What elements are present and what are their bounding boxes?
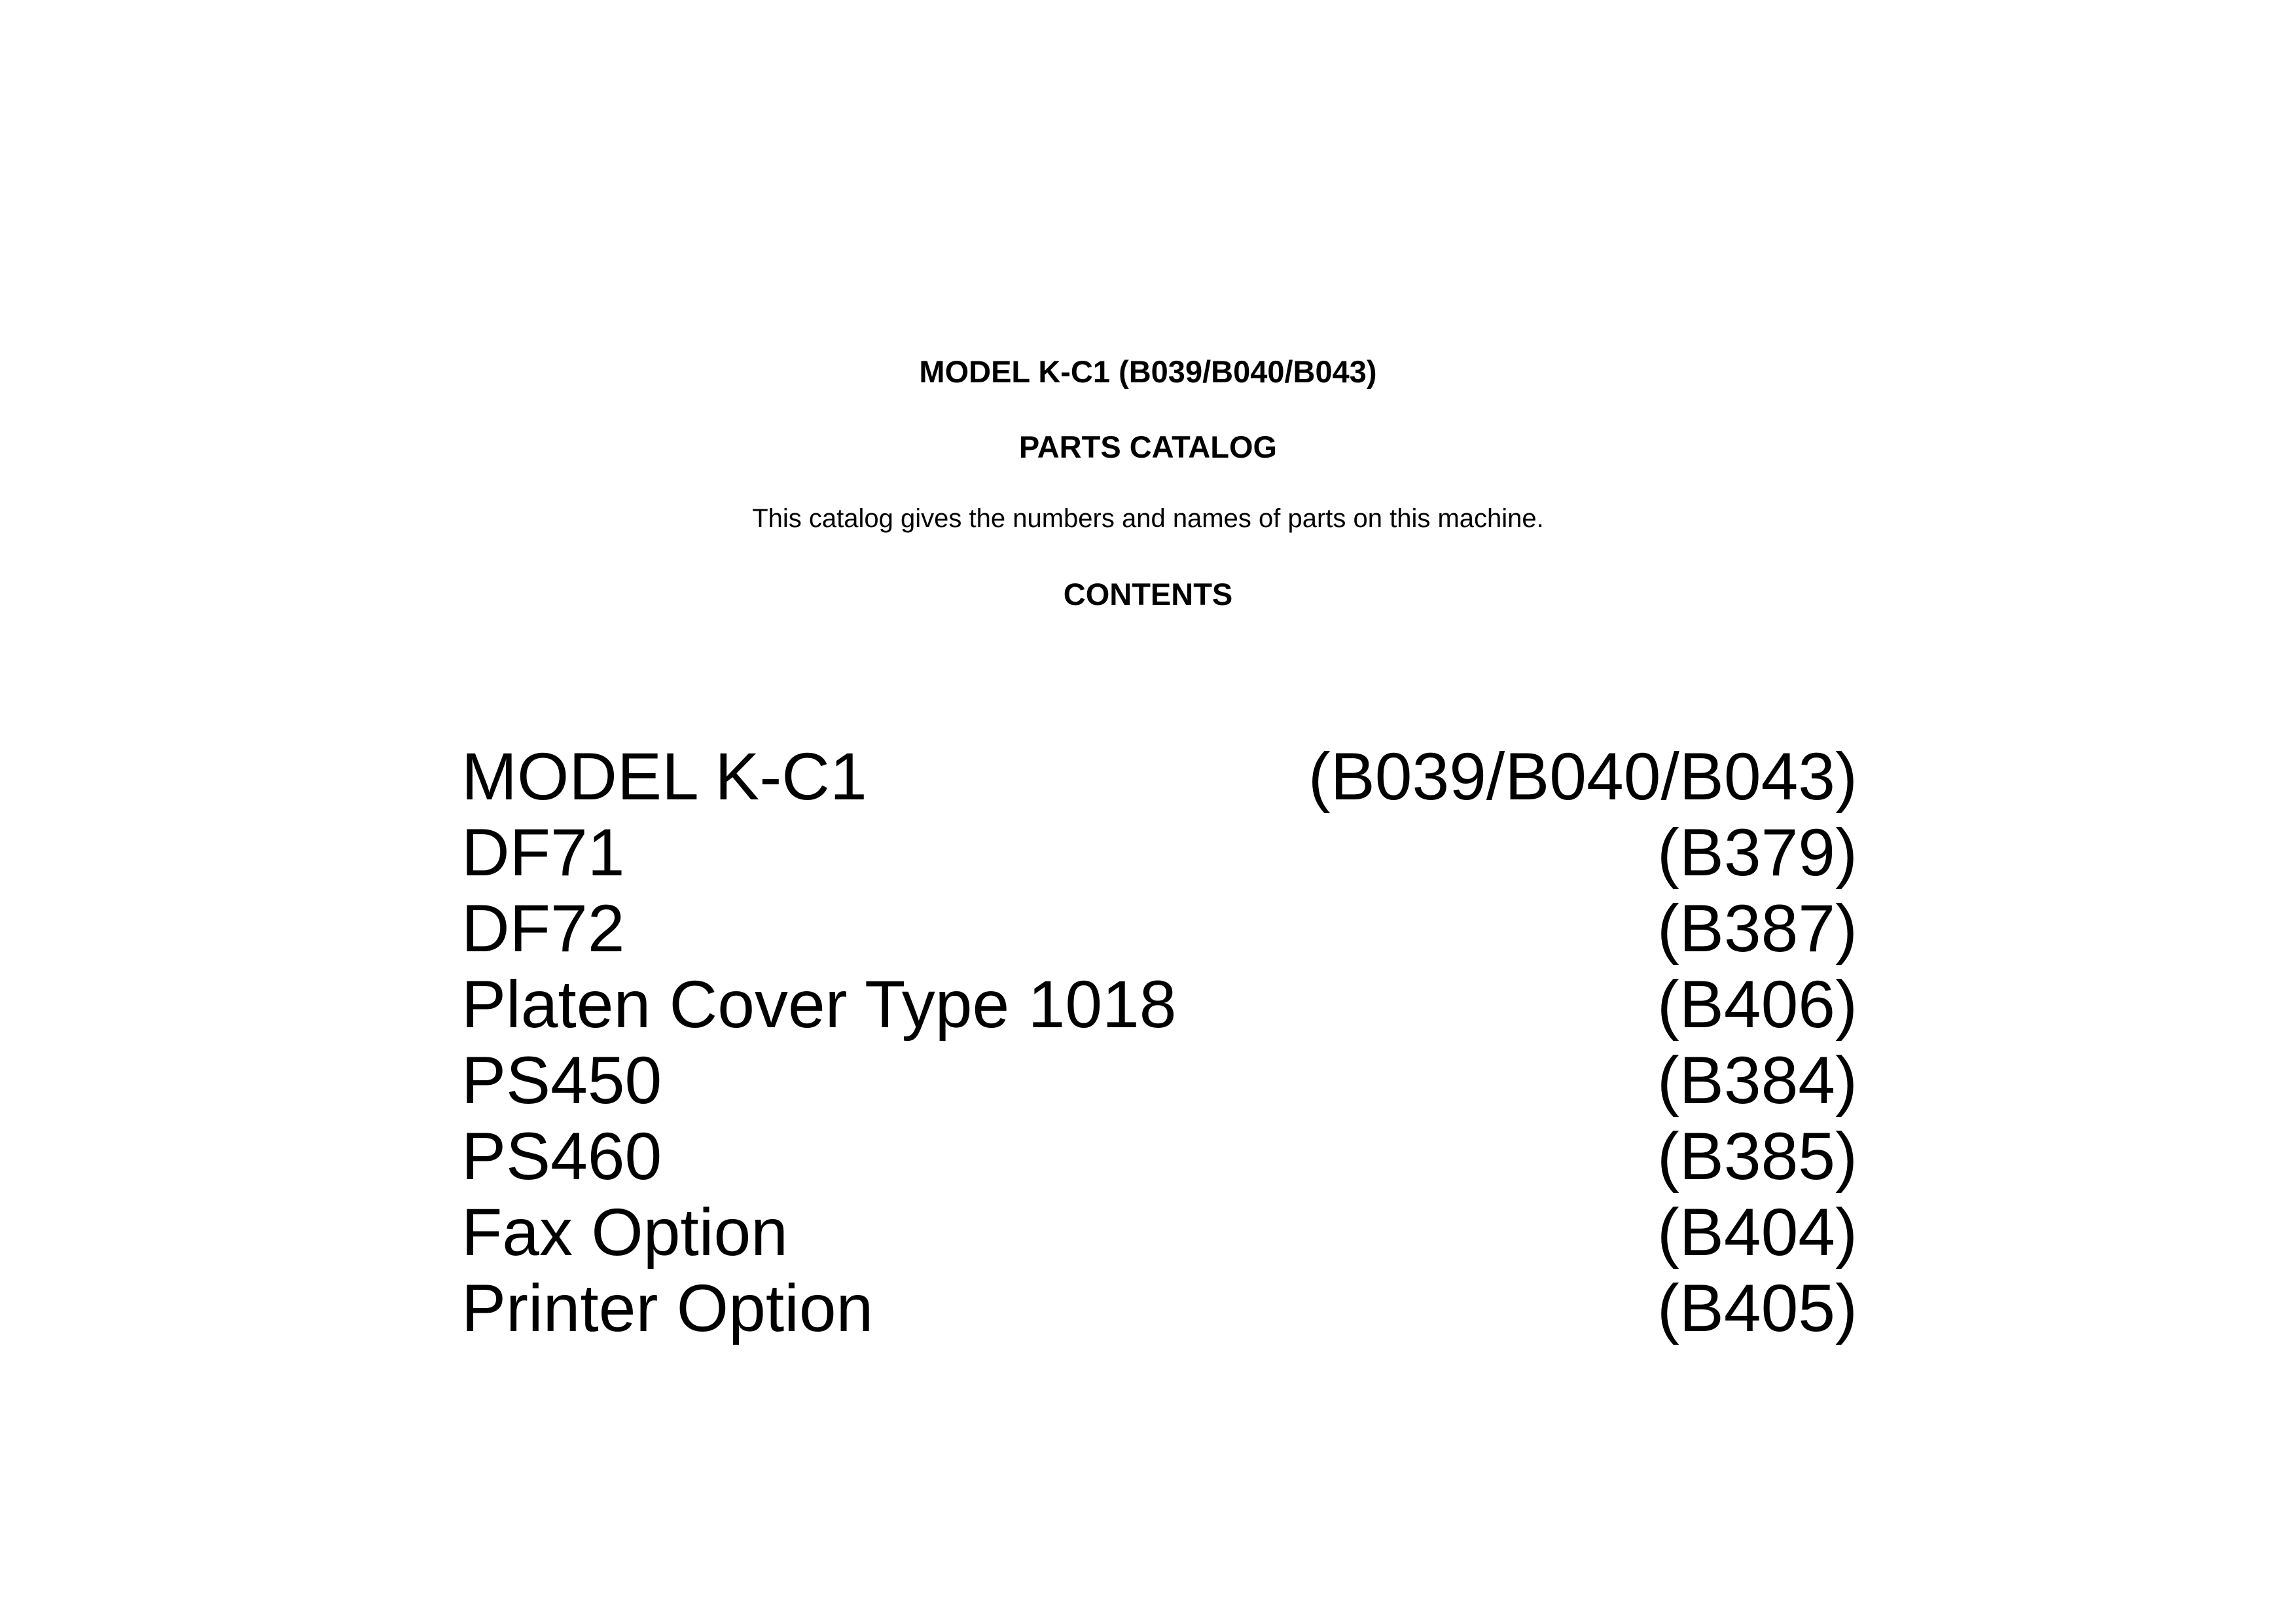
contents-entry-name: PS460 [461, 1119, 662, 1194]
contents-entry-printer-option[interactable] [461, 1270, 1857, 1346]
contents-entry-name: PS450 [461, 1043, 662, 1118]
contents-entry-name: Platen Cover Type 1018 [461, 967, 1177, 1042]
contents-entry-name: Printer Option [461, 1271, 874, 1345]
catalog-title: PARTS CATALOG [1018, 429, 1278, 464]
contents-entry-code: (B039/B040/B043) [1308, 739, 1857, 814]
contents-entry-fax-option[interactable] [461, 1194, 1857, 1270]
contents-entry-platen-cover[interactable] [461, 966, 1857, 1042]
contents-list [461, 739, 1857, 1346]
contents-entry-df71[interactable] [461, 814, 1857, 890]
contents-entry-name: MODEL K-C1 [461, 739, 867, 814]
contents-entry-name: DF72 [461, 891, 625, 966]
contents-entry-code: (B384) [1657, 1043, 1857, 1118]
contents-entry-code: (B405) [1657, 1271, 1857, 1345]
contents-entry-name: Fax Option [461, 1195, 788, 1269]
contents-entry-ps460[interactable] [461, 1118, 1857, 1194]
contents-entry-code: (B406) [1657, 967, 1857, 1042]
contents-entry-code: (B379) [1657, 815, 1857, 890]
contents-heading: CONTENTS [1063, 577, 1233, 611]
contents-entry-name: DF71 [461, 815, 625, 890]
contents-entry-df72[interactable] [461, 890, 1857, 966]
contents-entry-model-kc1[interactable] [461, 739, 1857, 814]
contents-entry-code: (B404) [1657, 1195, 1857, 1269]
model-title: MODEL K-C1 (B039/B040/B043) [919, 354, 1377, 389]
catalog-description: This catalog gives the numbers and names of parts on this machine. [752, 504, 1544, 533]
contents-entry-ps450[interactable] [461, 1042, 1857, 1118]
contents-entry-code: (B385) [1657, 1119, 1857, 1194]
contents-entry-code: (B387) [1657, 891, 1857, 966]
